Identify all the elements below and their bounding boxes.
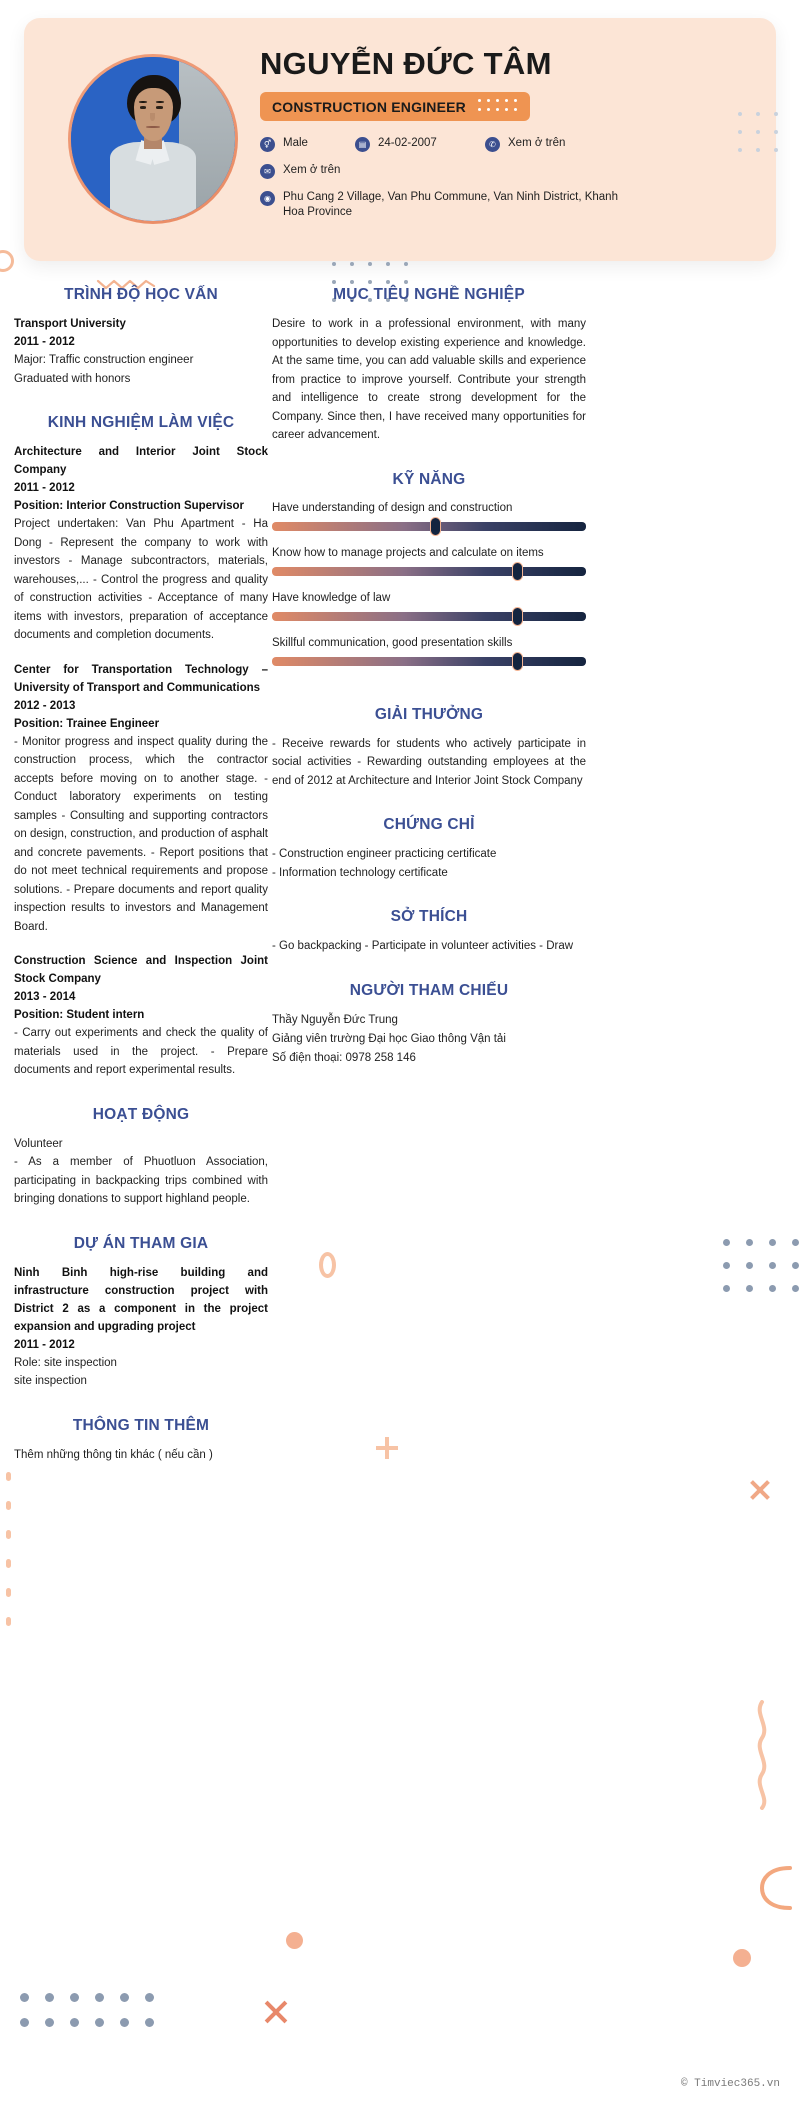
education-major: Major: Traffic construction engineer [14,354,194,366]
left-column [14,286,268,1464]
skill-item [272,545,586,576]
skill-label: Skillful communication, good presentation skills [272,636,513,649]
certificate-item: - Information technology certificate [272,866,448,879]
activities-description: - As a member of Phuotluon Association, participating in backpacking trips combined with bringing donations to support highland people. [14,1156,268,1205]
contact-row-2 [260,163,680,179]
location-pin-icon: ◉ [260,191,275,206]
section-heading-objective: MỤC TIÊU NGHỀ NGHIỆP [333,286,525,303]
plus-decoration [376,1437,398,1459]
reference-line: Số điện thoại: 0978 258 146 [272,1051,416,1064]
skill-label: Have understanding of design and construction [272,501,513,514]
wave-decoration-right [752,1700,772,1810]
dot-grid-decoration-references [723,1239,800,1301]
section-heading-hobbies: SỞ THÍCH [390,908,468,925]
skill-item [272,635,586,666]
job-title-label: CONSTRUCTION ENGINEER [272,98,466,115]
education-years: 2011 - 2012 [14,336,75,348]
awards-text: - Receive rewards for students who actively participate in social activities - Rewarding outstanding employees at the end of 2012 at Architecture and Interior Joint Stock Company [272,737,586,787]
contact-row-1 [260,136,680,152]
skill-progress-bar [272,612,586,621]
email-value: Xem ở trên [283,164,341,176]
section-heading-activities: HOẠT ĐỘNG [92,1105,190,1123]
experience-company: Architecture and Interior Joint Stock Company [14,446,268,476]
x-decoration-bottom-left [262,1998,290,2026]
section-heading-experience: KINH NGHIỆM LÀM VIỆC [47,414,235,431]
contact-address [260,190,620,220]
envelope-icon: ✉ [260,164,275,179]
experience-years: 2013 - 2014 [14,991,76,1003]
skill-label: Know how to manage projects and calculate on items [272,546,544,559]
dot-grid-decoration-header-right [738,112,785,159]
project-title: Ninh Binh high-rise building and infrastructure construction project with District 2 as a component in the project expansion and upgrading project [14,1266,268,1333]
section-heading-awards: GIẢI THƯỞNG [374,705,484,723]
experience-company: Construction Science and Inspection Joint Stock Company [14,955,268,985]
address-value: Phu Cang 2 Village, Van Phu Commune, Van Ninh District, Khanh Hoa Province [283,191,618,218]
right-column [272,286,586,1068]
gender-value: Male [283,137,308,149]
experience-item [14,443,268,645]
experience-position: Position: Trainee Engineer [14,717,160,730]
education-note: Graduated with honors [14,372,131,385]
phone-icon: ✆ [485,137,500,152]
project-role: Role: site inspection [14,1356,117,1369]
avatar [68,54,238,224]
section-heading-skills: KỸ NĂNG [392,470,466,488]
section-heading-references: NGƯỜI THAM CHIẾU [349,981,509,999]
experience-item [14,952,268,1080]
experience-description: - Carry out experiments and check the quality of materials used in the project. - Prepare documents and report experimental results. [14,1027,268,1076]
job-title-badge [260,92,530,121]
dot-grid-icon [478,99,520,114]
skill-knob[interactable] [512,562,523,581]
experience-description: - Monitor progress and inspect quality during the construction process, which the contractor accepts before moving on to another stage. - Conduct laboratory experiments on testing samples - Consulting and supporting contractors on design, construction, and production of asphalt and concrete pavements. - Report positions that do not meet technical requirements and propose solutions. - Prepare documents and report quality inspection results to investors and Management Board. [14,735,268,933]
experience-years: 2012 - 2013 [14,699,76,712]
reference-line: Giảng viên trường Đại học Giao thông Vận tải [272,1032,506,1045]
skill-label: Have knowledge of law [272,591,391,604]
candidate-name: NGUYỄN ĐỨC TÂM [260,46,552,81]
experience-position: Position: Interior Construction Supervisor [14,500,245,512]
experience-item [14,661,268,937]
section-heading-education: TRÌNH ĐỘ HỌC VẤN [64,286,218,303]
contact-row-3 [260,190,680,220]
skill-progress-bar [272,522,586,531]
calendar-icon: ▤ [355,137,370,152]
circle-outline-decoration-left [0,250,14,272]
contact-birthday [355,136,485,152]
skill-item [272,590,586,621]
project-years: 2011 - 2012 [14,1338,75,1351]
hobbies-text: - Go backpacking - Participate in volunteer activities - Draw [272,940,574,952]
skill-knob[interactable] [430,517,441,536]
project-note: site inspection [14,1375,87,1387]
skill-knob[interactable] [512,607,523,626]
birthday-value: 24-02-2007 [378,137,437,149]
skill-progress-bar [272,657,586,666]
gender-icon: ⚥ [260,137,275,152]
objective-text: Desire to work in a professional environment, with many opportunities to develop existing experience and knowledge. At the same time, you can add valuable skills and experience from practice to improve yourself. Contribute your strength and intelligence to create strong development for the Company. Since then, I have received many opportunities for career advancement. [272,318,586,441]
skill-item [272,500,586,531]
contact-list [260,136,680,231]
footer-copyright: © Timviec365.vn [680,2078,780,2090]
profile-photo [71,57,235,221]
experience-position: Position: Student intern [14,1009,145,1021]
circle-outline-decoration-mid [319,1252,336,1278]
section-heading-certificates: CHỨNG CHỈ [383,816,475,833]
experience-company: Center for Transportation Technology – University of Transport and Communications [14,663,268,694]
circle-filled-decoration-lower-right [733,1949,751,1967]
contact-phone [485,136,565,152]
reference-line: Thầy Nguyễn Đức Trung [272,1013,398,1026]
circle-filled-decoration-lower-left [286,1932,303,1949]
certificate-item: - Construction engineer practicing certificate [272,848,497,860]
additional-text: Thêm những thông tin khác ( nếu cần ) [14,1448,213,1461]
x-decoration-right [748,1478,772,1502]
header-card [24,18,776,261]
education-school: Transport University [14,318,126,330]
section-heading-projects: DỰ ÁN THAM GIA [73,1234,209,1252]
contact-gender [260,136,355,152]
experience-description: Project undertaken: Van Phu Apartment - Ha Dong - Represent the company to work with investors - Manage subcontractors, materials, warehouses,... - Control the progress and quality of construction activities - Acceptance of many items with investors, preparation of acceptance documents and completion documents. [14,518,268,641]
section-heading-additional: THÔNG TIN THÊM [72,1416,210,1434]
dot-grid-decoration-bottom-left [20,1993,163,2036]
dotted-line-decoration-left [6,1472,14,1639]
skill-knob[interactable] [512,652,523,671]
phone-value: Xem ở trên [508,137,566,149]
arc-decoration-bottom-right [758,1862,796,1914]
experience-years: 2011 - 2012 [14,482,75,494]
contact-email [260,163,340,179]
skill-progress-bar [272,567,586,576]
activities-role: Volunteer [14,1137,63,1150]
